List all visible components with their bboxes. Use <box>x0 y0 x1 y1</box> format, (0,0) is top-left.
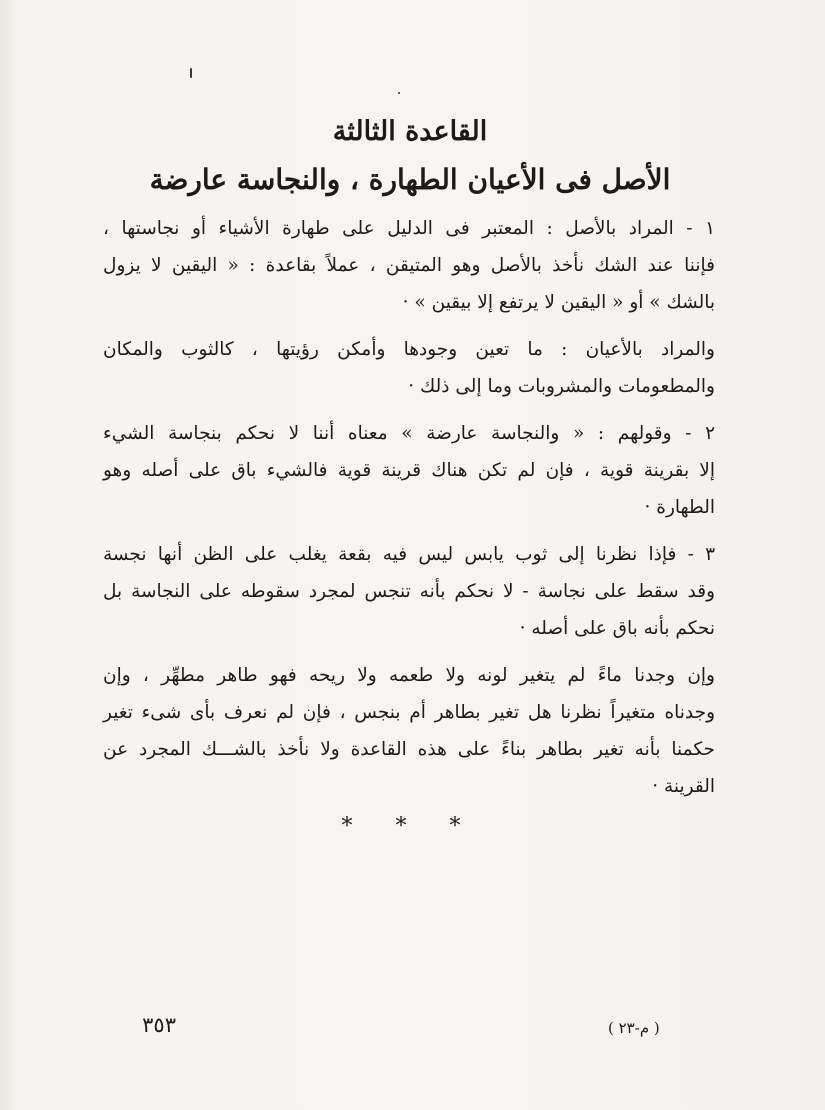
text-line: وقد سقط على نجاسة - لا نحكم بأنه تنجس لمجرد سقوطه على النجاسة بل <box>103 581 715 602</box>
text-line: القرينة · <box>652 776 715 797</box>
body-text <box>103 210 715 815</box>
text-line: والمراد بالأعيان : ما تعين وجودها وأمكن رؤيتها ، كالثوب والمكان <box>103 339 715 360</box>
paragraph-1 <box>103 210 715 321</box>
text-line: نحكم بأنه باق على أصله · <box>519 618 715 639</box>
paragraph-5 <box>103 657 715 805</box>
section-separator: * * * <box>341 814 479 839</box>
text-line: الطهارة · <box>644 497 715 518</box>
text-line: وإن وجدنا ماءً لم يتغير لونه ولا طعمه ولا ريحه فهو طاهر مطهِّر ، وإن <box>103 665 715 686</box>
section-subtitle: الأصل فى الأعيان الطهارة ، والنجاسة عارضة <box>149 163 671 196</box>
text-line: ١ - المراد بالأصل : المعتبر فى الدليل على طهارة الأشياء أو نجاستها ، <box>103 218 715 239</box>
page-number: ٣٥٣ <box>142 1013 176 1037</box>
text-line: ٢ - وقولهم : « والنجاسة عارضة » معناه أننا لا نحكم بنجاسة الشيء <box>103 423 715 444</box>
text-line: والمطعومات والمشروبات وما إلى ذلك · <box>408 376 715 397</box>
footer-signature: ( م-٢٣ ) <box>608 1019 660 1037</box>
text-line: فإننا عند الشك نأخذ بالأصل وهو المتيقن ، عملاً بقاعدة : « اليقين لا يزول <box>103 255 715 276</box>
paragraph-3 <box>103 415 715 526</box>
section-title: القاعدة الثالثة <box>332 116 488 147</box>
paragraph-4 <box>103 536 715 647</box>
text-line: ٣ - فإذا نظرنا إلى ثوب يابس ليس فيه بقعة يغلب على الظن أنها نجسة <box>103 544 715 565</box>
scan-speck <box>398 92 400 94</box>
paragraph-2 <box>103 331 715 405</box>
scan-speck <box>190 68 192 78</box>
text-line: وجدناه متغيراً نظرنا هل تغير بطاهر أم بنجس ، فإن لم نعرف بأى شىء تغير <box>103 702 715 723</box>
text-line: حكمنا بأنه تغير بطاهر بناءً على هذه القاعدة ولا نأخذ بالشـــك المجرد عن <box>103 739 715 760</box>
text-line: إلا بقرينة قوية ، فإن لم تكن هناك قرينة قوية فالشيء باق على أصله وهو <box>103 460 715 481</box>
text-line: بالشك » أو « اليقين لا يرتفع إلا بيقين » · <box>402 292 715 313</box>
